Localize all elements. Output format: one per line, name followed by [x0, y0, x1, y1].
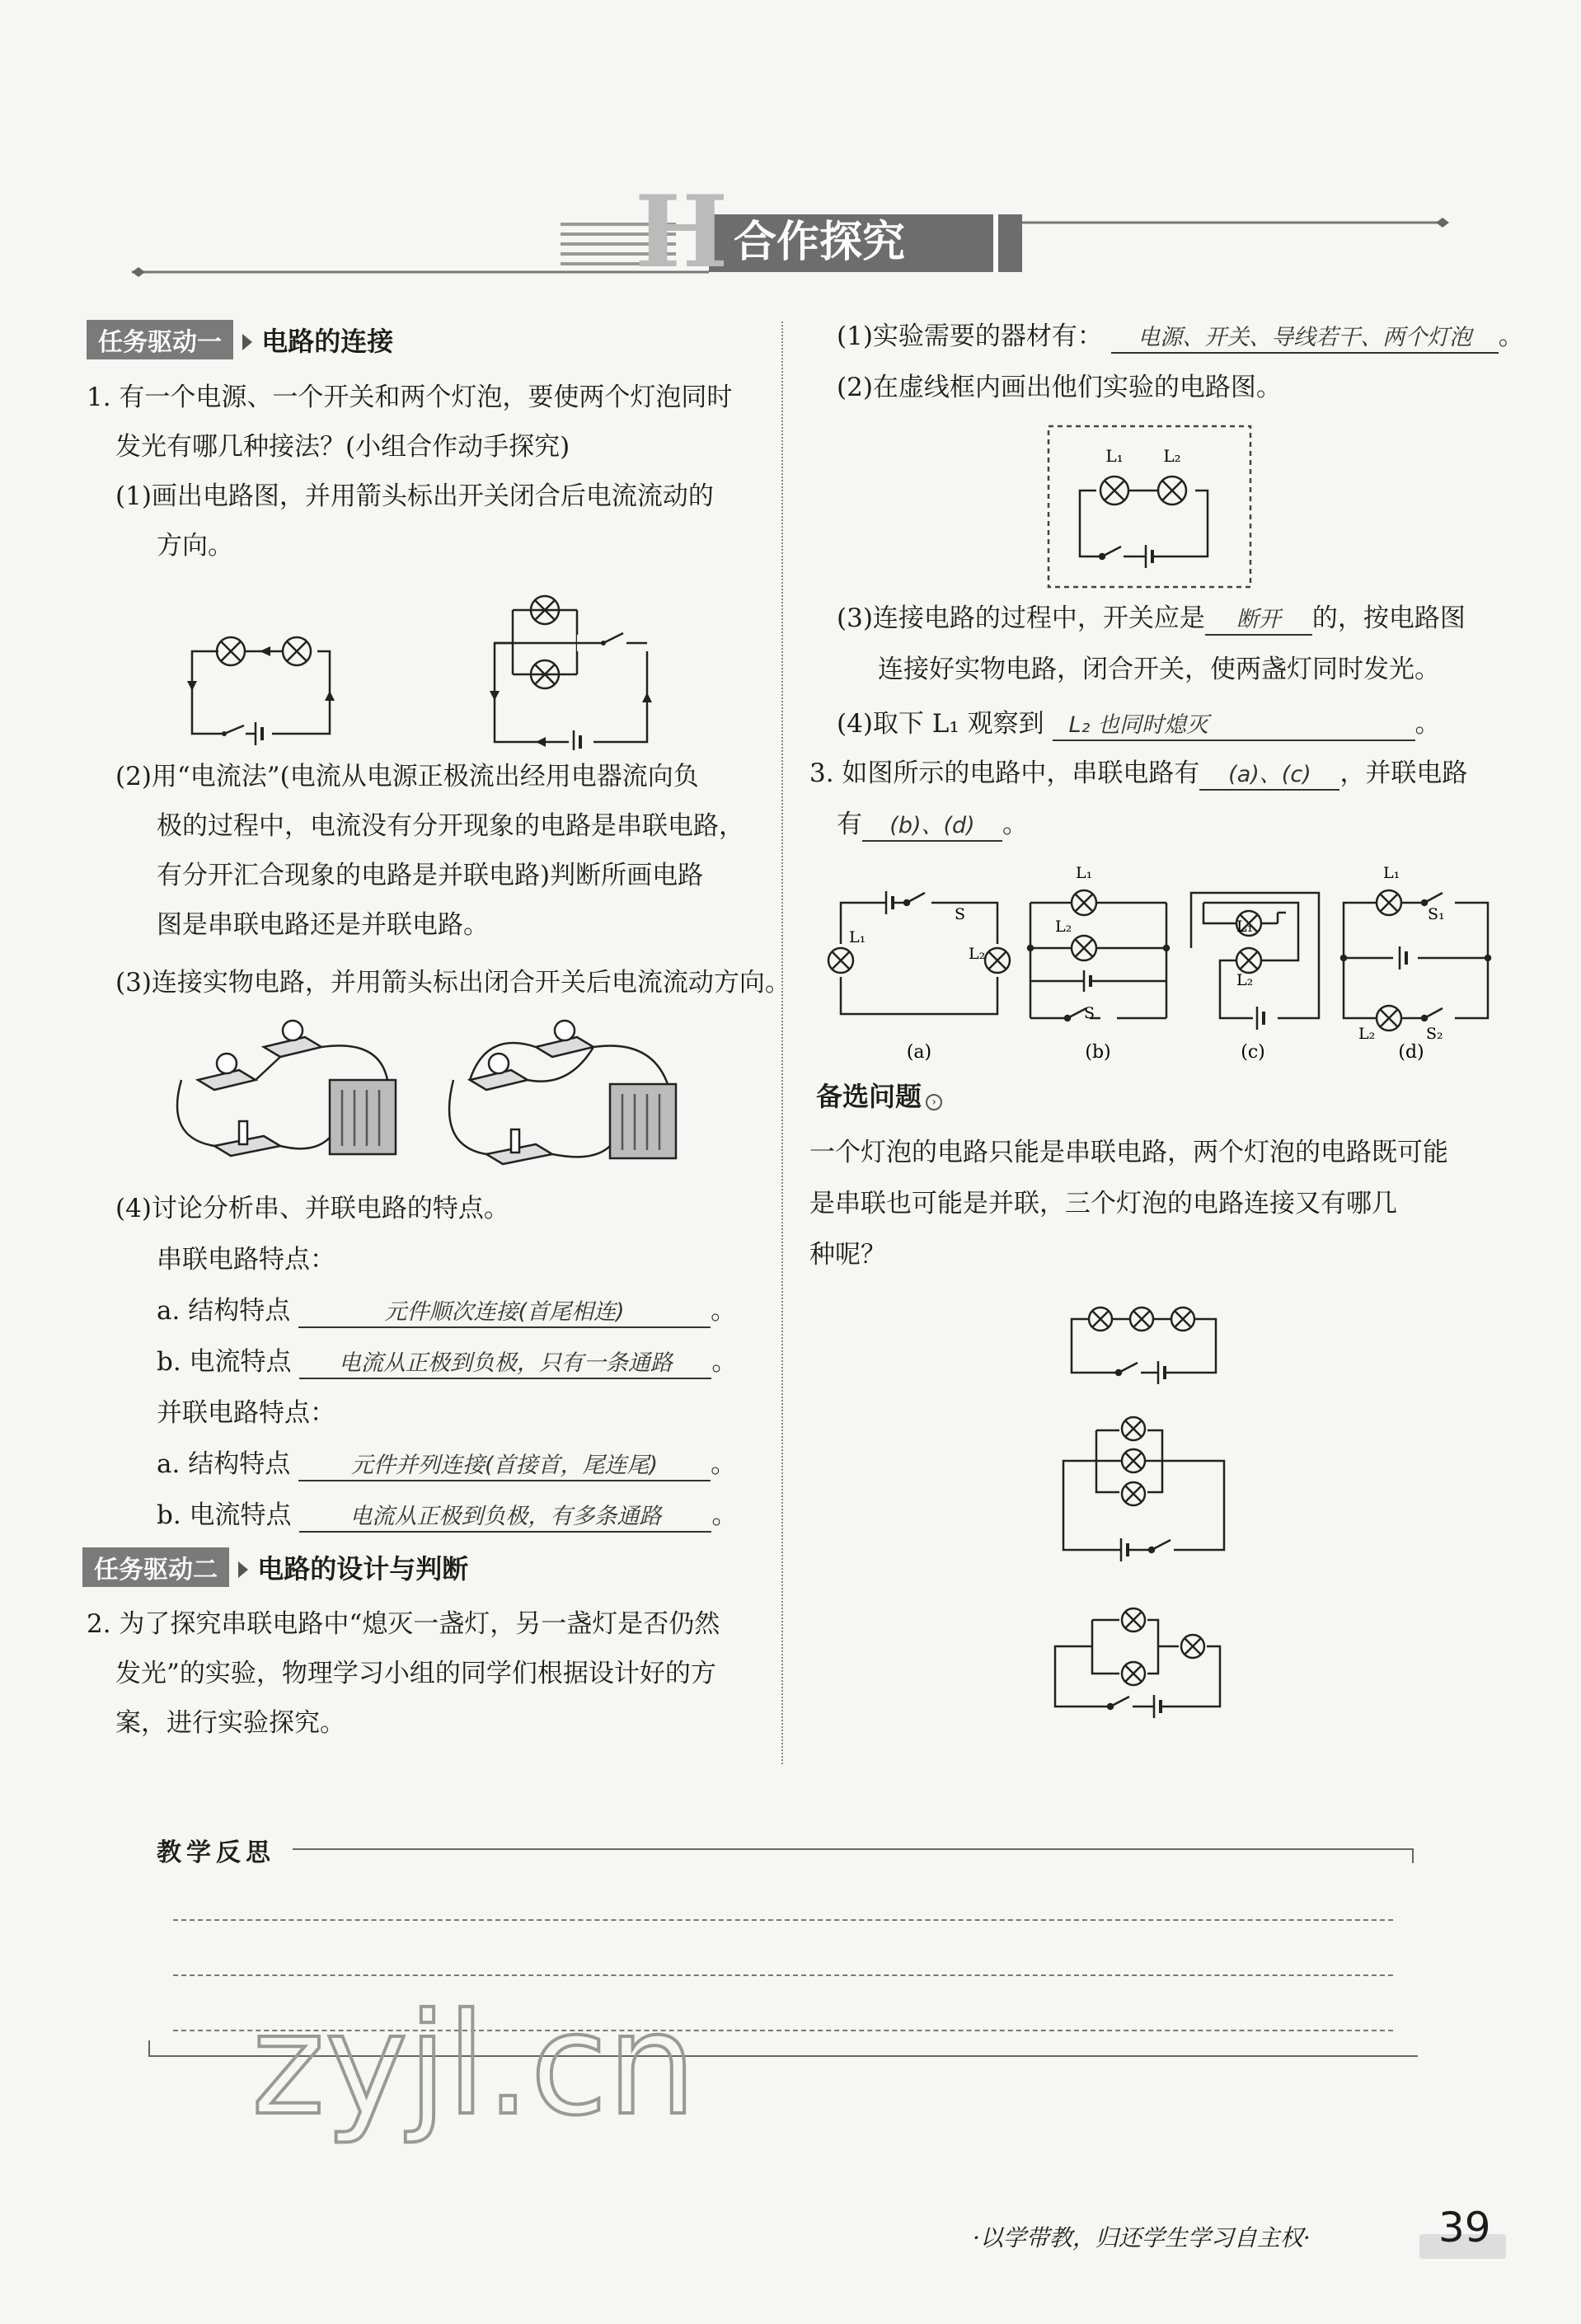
r3-line2: 连接好实物电路，闭合开关，使两盏灯同时发光。 [878, 655, 1440, 684]
q1-line2: 发光有哪几种接法？(小组合作动手探究) [115, 432, 570, 462]
fig-d-L1: L₁ [1383, 864, 1400, 882]
reflection-line-1[interactable] [173, 1919, 1393, 1921]
p2-line2: 极的过程中，电流没有分开现象的电路是串联电路， [157, 811, 744, 841]
optional-title: 备选问题 [816, 1081, 922, 1112]
label-L1: L₁ [1105, 446, 1124, 466]
series-title: 串联电路特点： [157, 1245, 335, 1275]
q3-row2 [837, 808, 1028, 842]
task1-tag: 任务驱动一 [87, 320, 233, 359]
physical-setup-series [177, 1021, 396, 1156]
period: 。 [1002, 810, 1028, 839]
student-circuit-diagrams [181, 594, 676, 750]
fig-c-caption: (c) [1241, 1042, 1265, 1063]
period: 。 [711, 1296, 737, 1326]
fig-c-L2: L₂ [1236, 971, 1254, 989]
reflection-corner [1412, 1848, 1414, 1863]
fig-b-L1: L₁ [1076, 864, 1093, 882]
r3-answer[interactable]: 断开 [1205, 606, 1312, 636]
circuit-b [1028, 890, 1169, 1021]
p2-line3: 有分开汇合现象的电路是并联电路)判断所画电路 [157, 861, 704, 890]
arrow-circle-icon: › [926, 1094, 942, 1110]
parallel-a-label: a. 结构特点 [157, 1449, 291, 1479]
three-lamp-circuits [1047, 1290, 1245, 1719]
physical-circuit-sketches [165, 1014, 709, 1179]
reflection-corner-bottom [148, 2040, 150, 2055]
optional-header [816, 1076, 942, 1114]
circuit-d [1341, 890, 1490, 1031]
q3-row [809, 757, 1467, 791]
r3-suffix: 的，按电路图 [1311, 603, 1466, 633]
r4-prefix: (4)取下 L₁ 观察到 [837, 709, 1044, 739]
fig-d-S2: S₂ [1426, 1025, 1443, 1043]
fig-c-L1: L₁ [1236, 918, 1254, 936]
parallel-a-row [157, 1448, 736, 1481]
q3-prefix2: 有 [837, 810, 862, 839]
parallel-title: 并联电路特点： [157, 1398, 335, 1428]
opt-line1: 一个灯泡的电路只能是串联电路，两个灯泡的电路既可能 [809, 1138, 1448, 1167]
r1-row [837, 320, 1524, 354]
r1-answer[interactable]: 电源、开关、导线若干、两个灯泡 [1111, 324, 1499, 354]
period: 。 [1414, 709, 1441, 739]
series-a-label: a. 结构特点 [157, 1296, 291, 1326]
task2-heading: 电路的设计与判断 [257, 1553, 469, 1585]
fig-a-L2: L₂ [969, 945, 986, 963]
q3-answer-series[interactable]: (a)、(c) [1199, 761, 1339, 791]
r2-line: (2)在虚线框内画出他们实验的电路图。 [837, 373, 1282, 402]
series-a-row [157, 1294, 736, 1328]
fig-d-S1: S₁ [1428, 905, 1445, 923]
period: 。 [711, 1347, 738, 1377]
parallel-a-answer[interactable]: 元件并列连接(首接首，尾连尾) [298, 1452, 711, 1481]
q3-mid: ，并联电路 [1339, 758, 1468, 788]
reflection-rule [293, 1848, 1414, 1850]
series-b-row [157, 1345, 737, 1379]
task2-header [82, 1547, 468, 1587]
r3-row [837, 602, 1466, 636]
p1-line2: 方向。 [157, 531, 233, 561]
fig-b-L2: L₂ [1055, 918, 1072, 936]
p4-line: (4)讨论分析串、并联电路的特点。 [115, 1194, 509, 1223]
period: 。 [711, 1449, 737, 1479]
period: 。 [711, 1500, 738, 1530]
q1-line1: 1. 有一个电源、一个开关和两个灯泡，要使两个灯泡同时 [87, 383, 733, 412]
column-divider [781, 322, 783, 1764]
p1-line1: (1)画出电路图，并用箭头标出开关闭合后电流流动的 [115, 481, 714, 511]
r4-answer[interactable]: L₂ 也同时熄灭 [1053, 711, 1415, 741]
fig-d-L2: L₂ [1358, 1025, 1376, 1043]
task2-tag: 任务驱动二 [82, 1547, 229, 1587]
fig-b-S: S [1084, 1004, 1095, 1022]
p2-line1: (2)用“电流法”(电流从电源正极流出经用电器流向负 [115, 762, 699, 791]
q2-line2: 发光”的实验，物理学习小组的同学们根据设计好的方 [115, 1659, 716, 1688]
period: 。 [1498, 322, 1524, 351]
r4-row [837, 707, 1441, 741]
three-lamp-mixed [1055, 1608, 1220, 1718]
arrow-icon [238, 1561, 248, 1578]
r3-prefix: (3)连接电路的过程中，开关应是 [837, 603, 1205, 633]
arrow-icon [242, 334, 252, 350]
three-lamp-series [1072, 1307, 1216, 1384]
fig-a-caption: (a) [906, 1042, 932, 1063]
fig-a-L1: L₁ [849, 928, 866, 946]
series-a-answer[interactable]: 元件顺次连接(首尾相连) [298, 1298, 711, 1328]
banner-title: 合作探究 [734, 218, 906, 267]
physical-setup-parallel [449, 1021, 676, 1164]
experiment-circuit-box [1047, 425, 1253, 589]
parallel-b-row [157, 1499, 737, 1533]
q3-answer-parallel[interactable]: (b)、(d) [862, 812, 1002, 842]
circuit-figures-abcd [808, 853, 1500, 1068]
opt-line2: 是串联也可能是并联，三个灯泡的电路连接又有哪几 [809, 1189, 1397, 1218]
watermark: zyjl.cn [251, 1984, 697, 2147]
q2-line3: 案，进行实验探究。 [115, 1708, 345, 1738]
p2-line4: 图是串联电路还是并联电路。 [157, 910, 489, 940]
footer-motto: ·以学带教，归还学生学习自主权· [973, 2224, 1311, 2251]
reflection-title: 教学反思 [157, 1838, 275, 1867]
q3-prefix: 3. 如图所示的电路中，串联电路有 [809, 758, 1200, 788]
p3-line: (3)连接实物电路，并用箭头标出闭合开关后电流流动方向。 [115, 968, 790, 998]
circuit-c [1191, 893, 1319, 1030]
q2-line1: 2. 为了探究串联电路中“熄灭一盏灯，另一盏灯是否仍然 [87, 1609, 720, 1639]
task1-heading: 电路的连接 [261, 326, 394, 357]
fig-a-S: S [955, 905, 966, 923]
series-b-label: b. 电流特点 [157, 1347, 292, 1377]
series-circuit-drawing [187, 637, 335, 745]
parallel-b-label: b. 电流特点 [157, 1500, 292, 1530]
opt-line3: 种呢？ [809, 1240, 886, 1270]
banner-letter: H [635, 174, 729, 290]
parallel-circuit-drawing [490, 596, 652, 750]
page-number: 39 [1438, 2204, 1491, 2251]
task1-header [87, 320, 393, 359]
parallel-b-answer[interactable]: 电流从正极到负极，有多条通路 [299, 1503, 711, 1533]
three-lamp-parallel [1063, 1417, 1224, 1561]
label-L2: L₂ [1163, 446, 1181, 466]
fig-d-caption: (d) [1398, 1042, 1424, 1063]
series-b-answer[interactable]: 电流从正极到负极，只有一条通路 [299, 1350, 711, 1379]
r1-label: (1)实验需要的器材有： [837, 322, 1103, 351]
fig-b-caption: (b) [1085, 1042, 1111, 1063]
